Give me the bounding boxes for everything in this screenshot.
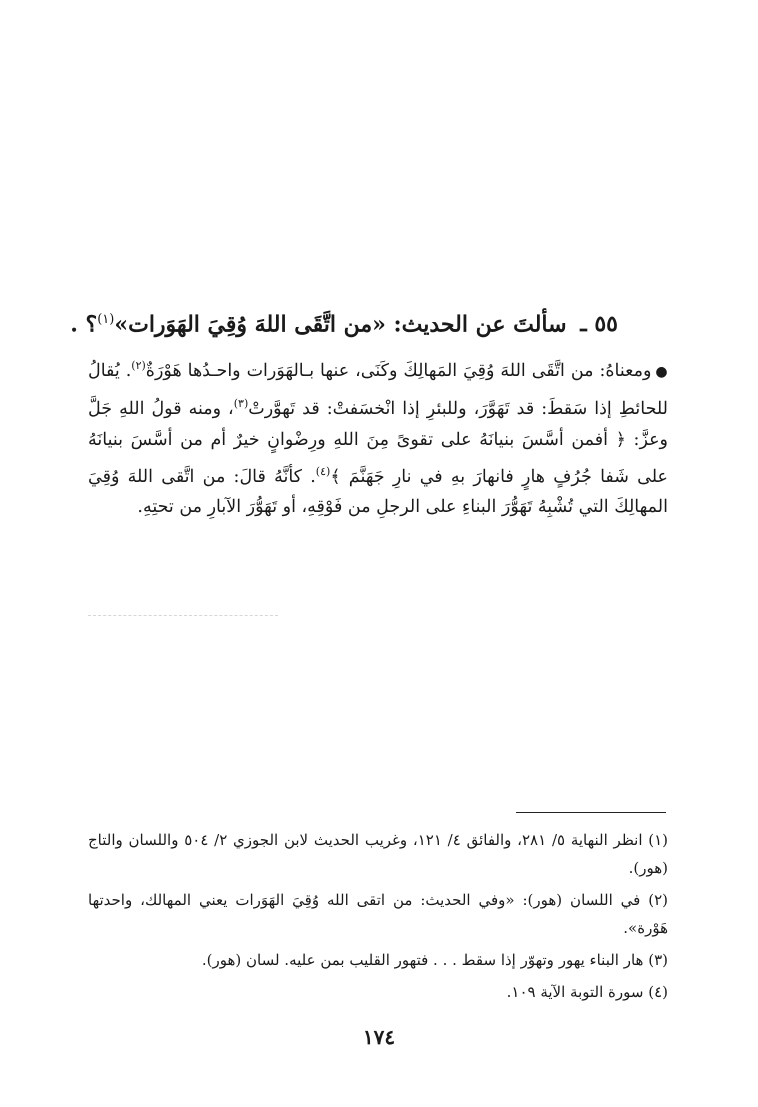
page-number: ١٧٤ [362,1025,396,1049]
answer-part-3: ، ومنه قولُ اللهِ جَلَّ وعزَّ: ﴿ أفمن أسَّسَ بنيانَهُ على تقوىً مِنَ اللهِ ورِضْوانٍ خيرٌ أم من أسَّسَ بنيانَهُ على شَفا جُرُفٍ هارٍ فانهارَ بهِ في نارِ جَهَنَّمَ ﴾ [88,398,668,487]
footnote-ref-2: (٢) [131,359,146,372]
footnotes-section [88,826,668,1010]
scan-artifact-line [88,615,278,616]
footnote-separator [516,812,666,813]
footnote-2: (٢) في اللسان (هور): «وفي الحديث: من اتقى الله وُقِيَ الهَوَرات يعني المهالك، واحدتها هَوْرة». [88,891,668,937]
footnote-1: (١) انظر النهاية ٥/ ٢٨١، والفائق ٤/ ١٢١، وغريب الحديث لابن الجوزي ٢/ ٥٠٤ واللسان والتاج (هور). [88,831,669,877]
question-text: سألتَ عن الحديث: «من اتَّقَى اللهَ وُقِيَ الهَوَرات» [114,311,567,338]
question-end: ؟ . [70,311,98,338]
answer-part-2: . يُقالُ للحائطِ إذا سَقطَ: قد تَهَوَّرَ، وللبئرِ إذا انْخسَفتْ: قد تَهوَّرتْ [88,360,668,419]
answer-part-1: ومعناهُ: من اتَّقَى اللهَ وُقِيَ المَهالِكَ وكَنَى، عنها بـالهَوَرات واحـدُها هَوْرَةٌ [145,360,652,381]
question-number: ٥٥ ـ [580,311,618,338]
footnote-ref-3: (٣) [233,396,249,410]
question-heading [70,300,618,344]
bullet-icon: ● [655,363,668,380]
footnote-ref-4: (٤) [315,464,331,478]
footnote-4: (٤) سورة التوبة الآية ١٠٩. [506,983,668,1001]
answer-part-4: . كأنَّهُ قالَ: من اتَّقى اللهَ وُقِيَ المهالِكَ التي تُشْبِهُ تَهَوُّرَ البناءِ على الرجلِ من فَوْقِهِ، أو تَهَوُّرَ الآبارِ من تحتِهِ. [88,466,668,518]
footnote-3: (٣) هار البناء يهور وتهوّر إذا سقط . . . فتهور القليب بمن عليه. لسان (هور). [201,951,668,969]
heading-footnote-ref: (١) [97,312,115,327]
answer-paragraph [88,350,668,523]
